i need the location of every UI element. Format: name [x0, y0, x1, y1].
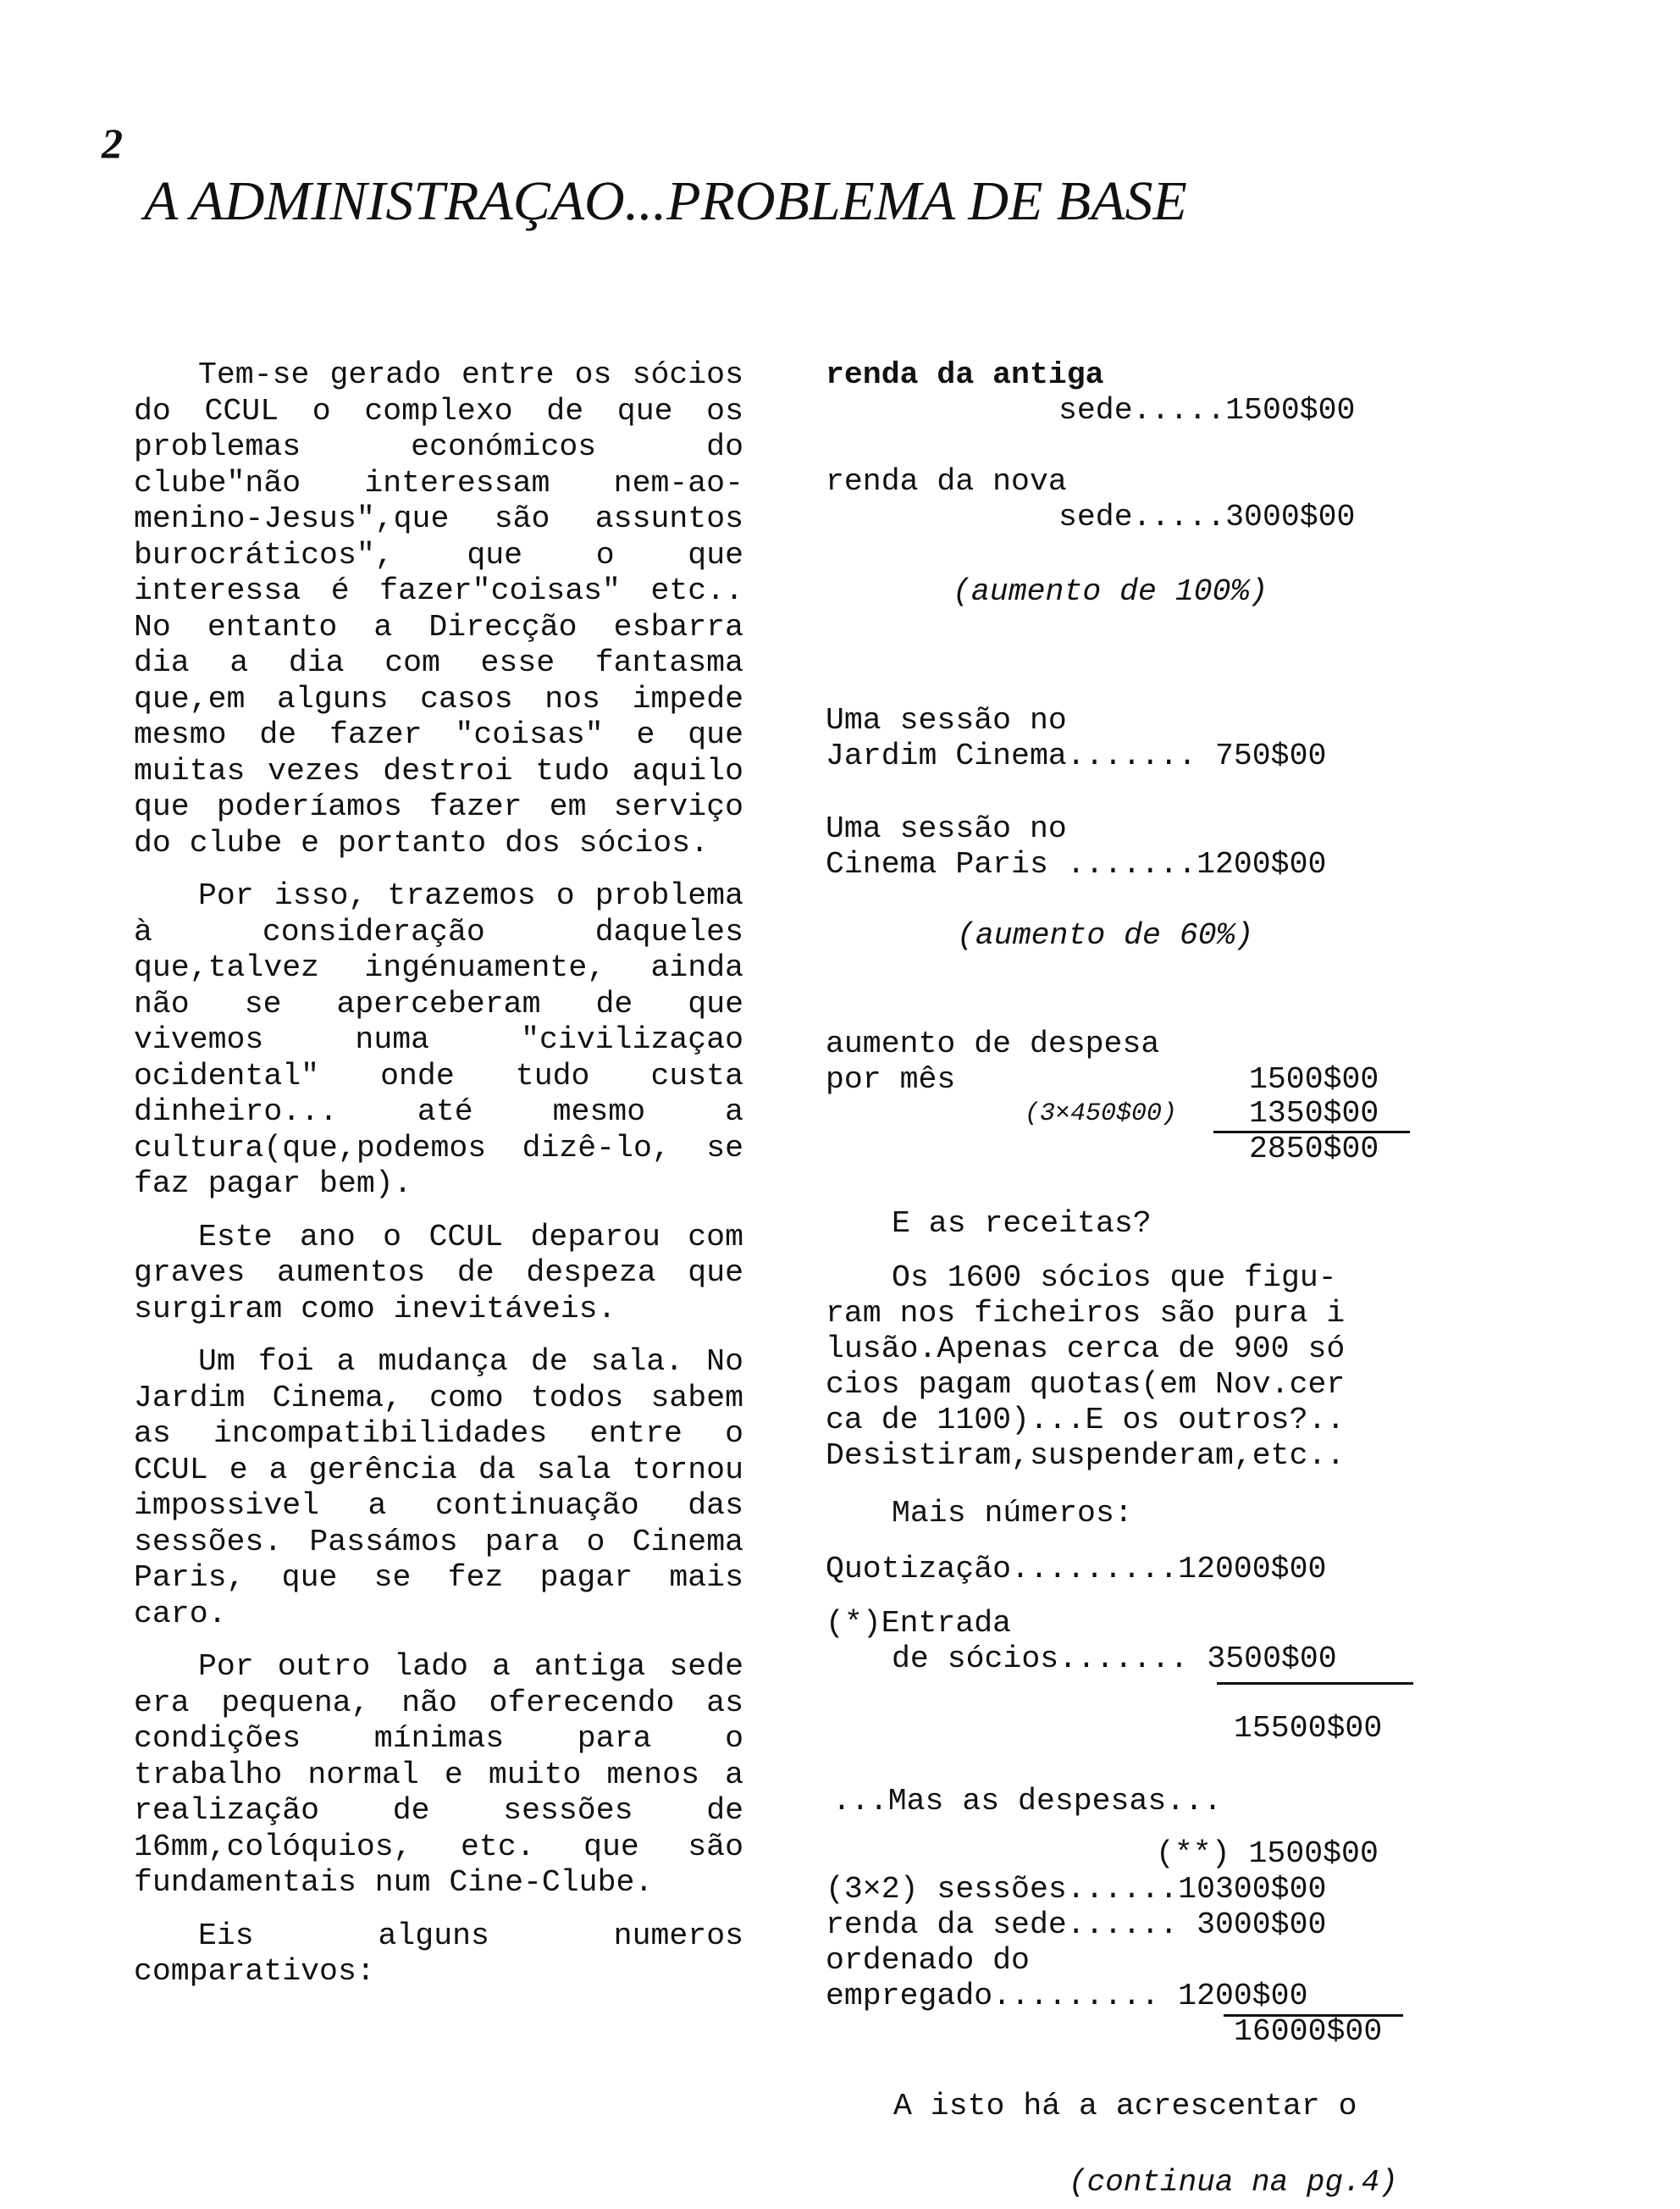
figure-line: Desistiram,suspenderam,etc.. [826, 1438, 1346, 1473]
left-column [134, 357, 743, 2007]
page-number: 2 [102, 119, 123, 167]
paragraph: Por isso, trazemos o problema à consideração daqueles que,talvez ingénuamente, ainda não se aperceberam de que vivemos numa "civilizaçao ocidental" onde tudo custa dinheiro... até mesmo a cultura(que,podemos dizê-lo, se faz pagar bem). [134, 878, 743, 1201]
figure-line: (3×450$00) [1025, 1099, 1178, 1128]
paragraph: Um foi a mudança de sala. No Jardim Cinema, como todos sabem as incompatibilidades entre o CCUL e a gerência da sala tornou impossivel a continuação das sessões. Passámos para o Cinema Paris, que se fez pagar mais caro. [134, 1344, 743, 1631]
figure-line: (aumento de 60%) [957, 918, 1254, 953]
figure-line: A isto há a acrescentar o [893, 2089, 1357, 2123]
figure-line: 2850$00 [1249, 1132, 1379, 1166]
figure-line: por mês [826, 1062, 956, 1097]
figure-line: 1500$00 [1249, 1062, 1379, 1097]
figure-line: renda da antiga [826, 357, 1104, 392]
figure-line: 16000$00 [1234, 2014, 1383, 2049]
paragraph: Eis alguns numeros comparativos: [134, 1918, 743, 1989]
figure-line: ...Mas as despesas... [832, 1784, 1222, 1819]
figure-line: ca de 1100)...E os outros?.. [826, 1403, 1346, 1437]
figure-line: ordenado do [826, 1943, 1030, 1978]
continuation-note: (continua na pg.4) [1069, 2165, 1398, 2200]
figure-line: (**) 1500$00 [1156, 1836, 1379, 1871]
paragraph: Por outro lado a antiga sede era pequena, não oferecendo as condições mínimas para o trabalho normal e muito menos a realização de sessões de 16mm,colóquios, etc. que são fundamentais num Cine-Clube. [134, 1649, 743, 1900]
paragraph: Este ano o CCUL deparou com graves aumentos de despeza que surgiram como inevitáveis. [134, 1219, 743, 1326]
figure-line: Cinema Paris .......1200$00 [826, 847, 1327, 882]
figure-line: aumento de despesa [826, 1027, 1160, 1061]
figure-line: de sócios....... 3500$00 [892, 1642, 1337, 1676]
figure-line: (aumento de 100%) [953, 574, 1268, 609]
figure-line: cios pagam quotas(em Nov.cer [826, 1367, 1346, 1402]
paragraph: Tem-se gerado entre os sócios do CCUL o complexo de que os problemas económicos do clube"não interessam nem-ao-menino-Jesus",que são assuntos burocráticos", que o que interessa é fazer"coisas" etc.. No entanto a Direcção esbarra dia a dia com esse fantasma que,em alguns casos nos impede mesmo de fazer "coisas" e que muitas vezes destroi tudo aquilo que poderíamos fazer em serviço do clube e portanto dos sócios. [134, 357, 743, 861]
figure-line: 15500$00 [1234, 1711, 1383, 1746]
figure-line: renda da nova [826, 464, 1067, 499]
figure-line: Jardim Cinema....... 750$00 [826, 739, 1327, 773]
figure-line: empregado......... 1200$00 [826, 1979, 1308, 2013]
article-headline: A ADMINISTRAÇAO...PROBLEMA DE BASE [144, 170, 1187, 232]
figure-line: 1350$00 [1249, 1096, 1379, 1131]
figure-line: Quotização.........12000$00 [826, 1552, 1327, 1586]
figure-line: (3×2) sessões......10300$00 [826, 1872, 1327, 1907]
figure-line: Uma sessão no [826, 703, 1067, 738]
figure-line: sede.....1500$00 [1058, 393, 1356, 428]
figure-line: sede.....3000$00 [1058, 500, 1356, 534]
figure-line: lusão.Apenas cerca de 900 só [826, 1331, 1346, 1366]
figure-line: renda da sede...... 3000$00 [826, 1907, 1327, 1942]
figure-line: E as receitas? [892, 1206, 1152, 1241]
figure-line: Uma sessão no [826, 811, 1067, 846]
sum-rule [1217, 1682, 1413, 1685]
figure-line: Os 1600 sócios que figu- [892, 1260, 1337, 1295]
figure-line: Mais números: [892, 1496, 1133, 1531]
figure-line: (*)Entrada [826, 1606, 1012, 1641]
figure-line: ram nos ficheiros são pura i [826, 1296, 1346, 1331]
